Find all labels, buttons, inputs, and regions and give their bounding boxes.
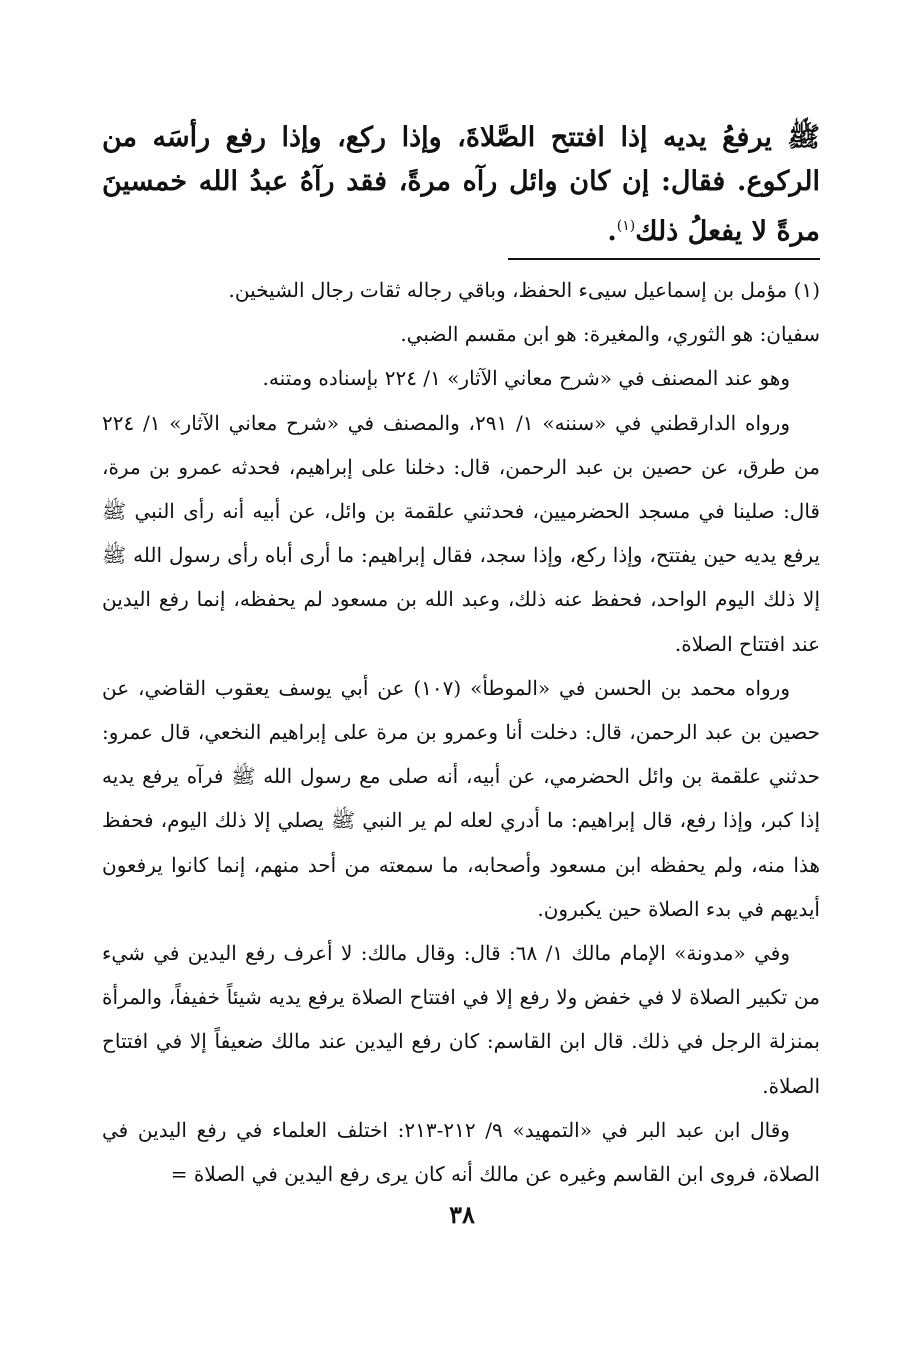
page-number: ٣٨ (449, 1200, 475, 1229)
footnote-reference: (١) (616, 218, 636, 234)
footnote-paragraph: سفيان: هو الثوري، والمغيرة: هو ابن مقسم الضبي. (400, 322, 820, 347)
footnote-paragraph: (١) مؤمل بن إسماعيل سيىء الحفظ، وباقي رجاله ثقات رجال الشيخين. (228, 278, 820, 302)
footnote-paragraph: وقال ابن عبد البر في «التمهيد» ٩/ ٢١٢-٢١٣: اختلف العلماء في رفع اليدين في الصلاة، فروى ابن القاسم وغيره عن مالك أنه كان يرى رفع اليدين في الصلاة = (102, 1117, 820, 1187)
footnote-paragraph: ورواه الدارقطني في «سننه» ١/ ٢٩١، والمصنف في «شرح معاني الآثار» ١/ ٢٢٤ من طرق، عن حصين بن عبد الرحمن، قال: دخلنا على إبراهيم، فحدثه عمرو بن مرة، قال: صلينا في مسجد الحضرميين، فحدثني علقمة بن وائل، عن أبيه أنه رأى النبي ﷺ يرفع يديه حين يفتتح، وإذا ركع، وإذا سجد، فقال إبراهيم: ما أرى أباه رأى رسول الله ﷺ إلا ذلك اليوم الواحد، فحفظ عنه ذلك، وعبد الله بن مسعود لم يحفظه، إنما رفع اليدين عند افتتاح الصلاة. (102, 410, 820, 656)
footnote-paragraph: وفي «مدونة» الإمام مالك ١/ ٦٨: قال: وقال مالك: لا أعرف رفع اليدين في شيء من تكبير الصلاة لا في خفض ولا رفع إلا في افتتاح الصلاة يرفع يديه شيئاً خفيفاً، والمرأة بمنزلة الرجل في ذلك. قال ابن القاسم: كان رفع اليدين عند مالك ضعيفاً إلا في افتتاح الصلاة. (102, 941, 820, 1098)
footnotes (102, 268, 820, 1196)
main-text (102, 116, 820, 254)
footnote-paragraph: وهو عند المصنف في «شرح معاني الآثار» ١/ ٢٢٤ بإسناده ومتنه. (262, 366, 790, 391)
main-text-body: ﷺ يرفعُ يديه إذا افتتح الصَّلاةَ، وإذا ركع، وإذا رفع رأسَه من الركوع. فقال: إن كان وائل رآه مرةً، فقد رآهُ عبدُ الله خمسينَ مرةً لا يفعلُ ذلك (102, 122, 820, 247)
main-text-end: . (607, 216, 617, 247)
footnote-separator (508, 258, 820, 260)
footnote-paragraph: ورواه محمد بن الحسن في «الموطأ» (١٠٧) عن أبي يوسف يعقوب القاضي، عن حصين بن عبد الرحمن، قال: دخلت أنا وعمرو بن مرة على إبراهيم النخعي، قال عمرو: حدثني علقمة بن وائل الحضرمي، عن أبيه، أنه صلى مع رسول الله ﷺ فرآه يرفع يديه إذا كبر، وإذا رفع، قال إبراهيم: ما أدري لعله لم ير النبي ﷺ يصلي إلا ذلك اليوم، فحفظ هذا منه، ولم يحفظه ابن مسعود وأصحابه، ما سمعته من أحد منهم، إنما كانوا يرفعون أيديهم في بدء الصلاة حين يكبرون. (102, 675, 820, 921)
